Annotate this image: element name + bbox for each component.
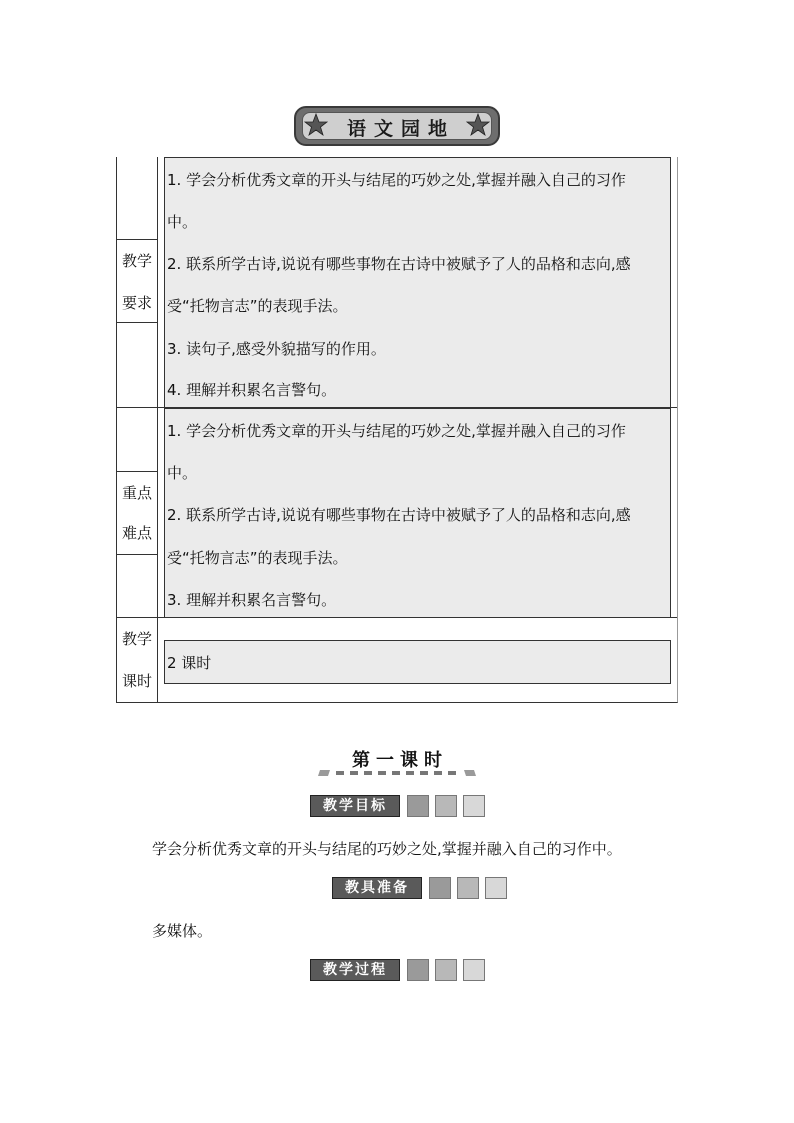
hours-label-2: 课时 xyxy=(121,672,152,690)
goals-line: 中。 xyxy=(167,213,198,231)
hours-label-1: 教学 xyxy=(121,630,152,648)
process-tag xyxy=(310,959,485,981)
keypoints-line: 受“托物言志”的表现手法。 xyxy=(167,549,348,567)
tag-square xyxy=(435,959,457,981)
tag-square xyxy=(435,795,457,817)
tag-square xyxy=(485,877,507,899)
goals-line: 3. 读句子,感受外貌描写的作用。 xyxy=(167,340,386,358)
tools-tag xyxy=(332,877,507,899)
goals-line: 1. 学会分析优秀文章的开头与结尾的巧妙之处,掌握并融入自己的习作 xyxy=(167,171,626,189)
objectives-tag xyxy=(310,795,485,817)
row-divider xyxy=(117,617,677,618)
goals-label-1: 教学 xyxy=(121,252,152,270)
lesson-table xyxy=(116,157,678,703)
hours-content-box xyxy=(164,640,671,684)
tag-square xyxy=(407,795,429,817)
keypoints-line: 中。 xyxy=(167,464,198,482)
objectives-text: 学会分析优秀文章的开头与结尾的巧妙之处,掌握并融入自己的习作中。 xyxy=(152,840,622,858)
tag-square xyxy=(463,795,485,817)
objectives-tag-label: 教学目标 xyxy=(310,795,400,817)
keypoints-line: 1. 学会分析优秀文章的开头与结尾的巧妙之处,掌握并融入自己的习作 xyxy=(167,422,626,440)
keypoints-label-2: 难点 xyxy=(121,524,152,542)
process-tag-label: 教学过程 xyxy=(310,959,400,981)
tag-square xyxy=(457,877,479,899)
goals-label-2: 要求 xyxy=(121,294,152,312)
goals-line: 4. 理解并积累名言警句。 xyxy=(167,381,337,399)
tag-square xyxy=(407,959,429,981)
keypoints-line: 3. 理解并积累名言警句。 xyxy=(167,591,337,609)
tag-square xyxy=(429,877,451,899)
tools-text: 多媒体。 xyxy=(152,922,213,940)
section-heading xyxy=(318,742,476,784)
keypoints-label-1: 重点 xyxy=(121,484,152,502)
goals-line: 受“托物言志”的表现手法。 xyxy=(167,297,348,315)
page-title: 语文园地 xyxy=(346,118,455,140)
title-banner xyxy=(294,106,500,146)
tag-square xyxy=(463,959,485,981)
keypoints-line: 2. 联系所学古诗,说说有哪些事物在古诗中被赋予了人的品格和志向,感 xyxy=(167,506,631,524)
hours-value: 2 课时 xyxy=(167,654,212,672)
heading-underline xyxy=(318,768,476,776)
goals-content-box xyxy=(164,157,671,408)
tools-tag-label: 教具准备 xyxy=(332,877,422,899)
section-heading-text: 第一课时 xyxy=(352,750,448,771)
goals-line: 2. 联系所学古诗,说说有哪些事物在古诗中被赋予了人的品格和志向,感 xyxy=(167,255,631,273)
